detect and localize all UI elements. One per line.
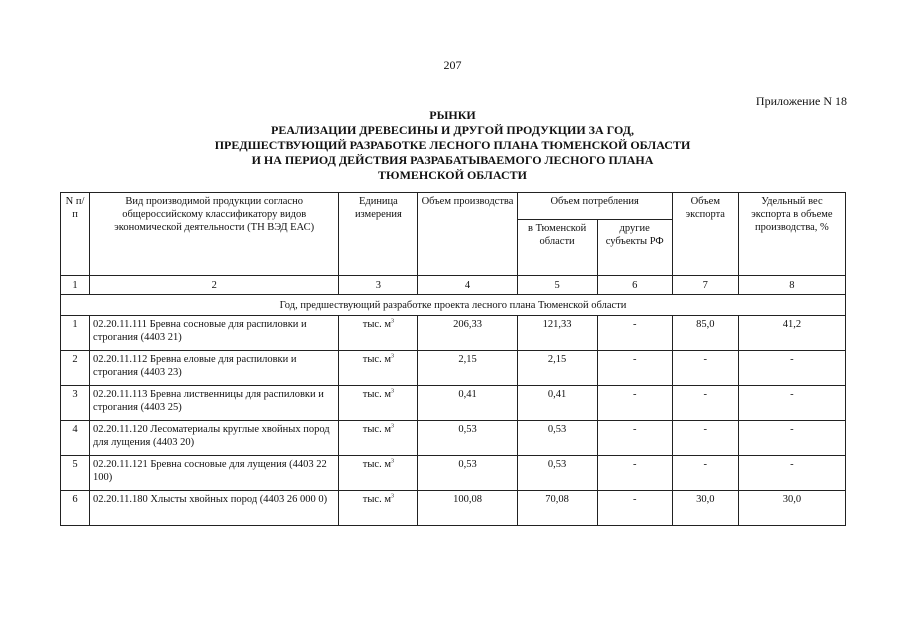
column-number: 5 xyxy=(517,276,597,295)
row-product: 02.20.11.120 Лесоматериалы круглые хвойных пород для лущения (4403 20) xyxy=(90,421,339,456)
row-production: 2,15 xyxy=(418,351,517,386)
row-export: - xyxy=(672,421,738,456)
row-share: 41,2 xyxy=(738,316,845,351)
row-consumption-other: - xyxy=(597,456,672,491)
row-share: - xyxy=(738,456,845,491)
header-unit: Единица измерения xyxy=(339,193,418,276)
unit-text: тыс. м xyxy=(362,494,391,505)
table-row xyxy=(61,316,846,351)
title-line: РЕАЛИЗАЦИИ ДРЕВЕСИНЫ И ДРУГОЙ ПРОДУКЦИИ ЗА ГОД, xyxy=(271,123,634,137)
column-number: 7 xyxy=(672,276,738,295)
unit-text: тыс. м xyxy=(362,424,391,435)
column-number: 6 xyxy=(597,276,672,295)
row-share: - xyxy=(738,421,845,456)
row-unit xyxy=(339,316,418,351)
header-production: Объем производства xyxy=(418,193,517,276)
unit-text: тыс. м xyxy=(362,389,391,400)
row-product: 02.20.11.112 Бревна еловые для распиловки и строгания (4403 23) xyxy=(90,351,339,386)
header-consumption-other: другие субъекты РФ xyxy=(597,220,672,276)
row-product: 02.20.11.111 Бревна сосновые для распиловки и строгания (4403 21) xyxy=(90,316,339,351)
row-number: 1 xyxy=(61,316,90,351)
row-consumption-region: 2,15 xyxy=(517,351,597,386)
row-share: - xyxy=(738,386,845,421)
column-number: 3 xyxy=(339,276,418,295)
unit-superscript: 3 xyxy=(390,318,394,325)
row-product: 02.20.11.180 Хлысты хвойных пород (4403 26 000 0) xyxy=(90,491,339,526)
row-consumption-region: 0,41 xyxy=(517,386,597,421)
header-consumption-region: в Тюменской области xyxy=(517,220,597,276)
row-export: - xyxy=(672,456,738,491)
row-unit xyxy=(339,491,418,526)
row-number: 4 xyxy=(61,421,90,456)
markets-table xyxy=(60,192,846,526)
row-consumption-region: 0,53 xyxy=(517,456,597,491)
row-export: - xyxy=(672,386,738,421)
row-unit xyxy=(339,351,418,386)
unit-superscript: 3 xyxy=(390,388,394,395)
title-line: ТЮМЕНСКОЙ ОБЛАСТИ xyxy=(378,168,527,182)
row-consumption-region: 70,08 xyxy=(517,491,597,526)
row-product: 02.20.11.113 Бревна лиственницы для распиловки и строгания (4403 25) xyxy=(90,386,339,421)
table-row xyxy=(61,491,846,526)
row-consumption-other: - xyxy=(597,351,672,386)
document-title xyxy=(0,108,905,183)
row-consumption-region: 121,33 xyxy=(517,316,597,351)
row-number: 2 xyxy=(61,351,90,386)
title-line: И НА ПЕРИОД ДЕЙСТВИЯ РАЗРАБАТЫВАЕМОГО ЛЕСНОГО ПЛАНА xyxy=(251,153,654,167)
section-title: Год, предшествующий разработке проекта лесного плана Тюменской области xyxy=(61,295,846,316)
column-number-row xyxy=(61,276,846,295)
row-share: - xyxy=(738,351,845,386)
column-number: 8 xyxy=(738,276,845,295)
row-export: 30,0 xyxy=(672,491,738,526)
unit-superscript: 3 xyxy=(390,353,394,360)
row-number: 6 xyxy=(61,491,90,526)
row-consumption-other: - xyxy=(597,491,672,526)
row-unit xyxy=(339,456,418,491)
unit-text: тыс. м xyxy=(362,319,391,330)
title-line: ПРЕДШЕСТВУЮЩИЙ РАЗРАБОТКЕ ЛЕСНОГО ПЛАНА ТЮМЕНСКОЙ ОБЛАСТИ xyxy=(214,138,691,152)
section-row xyxy=(61,295,846,316)
row-production: 100,08 xyxy=(418,491,517,526)
page-number: 207 xyxy=(443,58,462,72)
title-line: РЫНКИ xyxy=(429,108,476,122)
row-production: 0,41 xyxy=(418,386,517,421)
table-body xyxy=(61,276,846,526)
column-number: 1 xyxy=(61,276,90,295)
row-export: - xyxy=(672,351,738,386)
column-number: 2 xyxy=(90,276,339,295)
row-consumption-other: - xyxy=(597,386,672,421)
row-production: 206,33 xyxy=(418,316,517,351)
table-row xyxy=(61,351,846,386)
row-consumption-region: 0,53 xyxy=(517,421,597,456)
row-production: 0,53 xyxy=(418,421,517,456)
header-product: Вид производимой продукции согласно общероссийскому классификатору видов экономической деятельности (ТН ВЭД ЕАС) xyxy=(90,193,339,276)
row-number: 5 xyxy=(61,456,90,491)
header-share: Удельный вес экспорта в объеме производства, % xyxy=(738,193,845,276)
row-share: 30,0 xyxy=(738,491,845,526)
unit-text: тыс. м xyxy=(362,354,391,365)
header-export: Объем экспорта xyxy=(672,193,738,276)
header-num: N п/п xyxy=(61,193,90,276)
header-consumption: Объем потребления xyxy=(517,193,672,220)
unit-superscript: 3 xyxy=(390,458,394,465)
table-row xyxy=(61,421,846,456)
table-row xyxy=(61,456,846,491)
unit-text: тыс. м xyxy=(362,459,391,470)
row-production: 0,53 xyxy=(418,456,517,491)
row-consumption-other: - xyxy=(597,316,672,351)
unit-superscript: 3 xyxy=(390,493,394,500)
table-row xyxy=(61,386,846,421)
column-number: 4 xyxy=(418,276,517,295)
row-consumption-other: - xyxy=(597,421,672,456)
row-export: 85,0 xyxy=(672,316,738,351)
appendix-label: Приложение N 18 xyxy=(755,94,847,108)
unit-superscript: 3 xyxy=(390,423,394,430)
row-unit xyxy=(339,421,418,456)
row-product: 02.20.11.121 Бревна сосновые для лущения (4403 22 100) xyxy=(90,456,339,491)
row-unit xyxy=(339,386,418,421)
row-number: 3 xyxy=(61,386,90,421)
